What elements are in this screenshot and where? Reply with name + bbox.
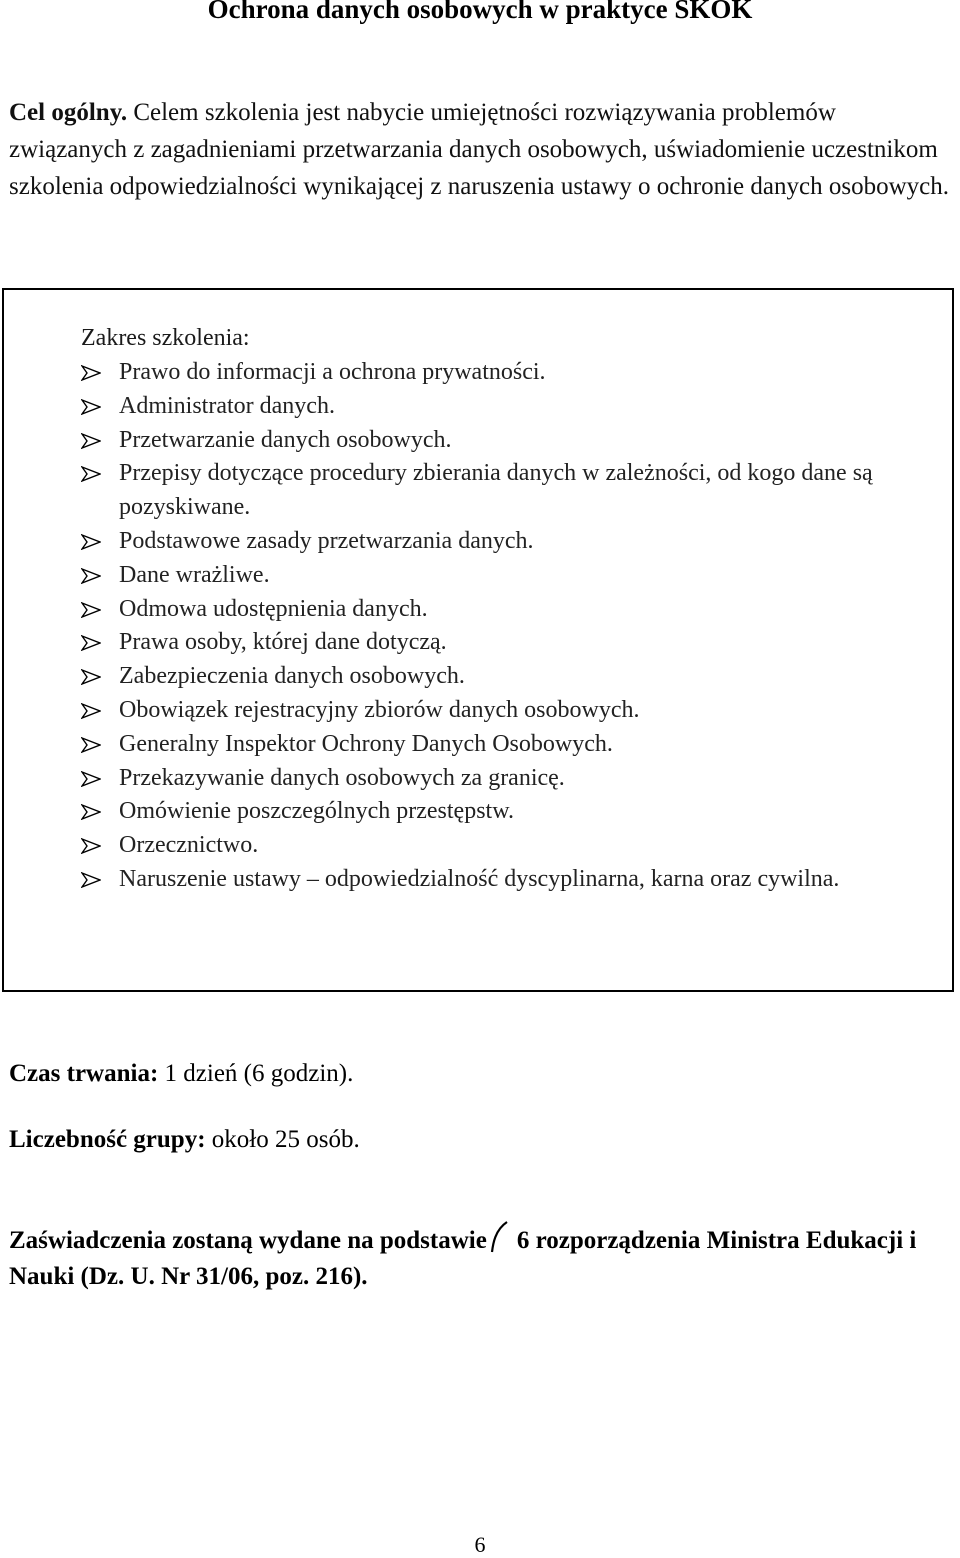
scope-item-text: Orzecznictwo. [119, 832, 259, 859]
scope-list-item [81, 356, 931, 390]
scope-list-item [81, 457, 931, 525]
scope-item-text: Obowiązek rejestracyjny zbiorów danych osobowych. [119, 696, 640, 723]
scope-item-text: Generalny Inspektor Ochrony Danych Osobowych. [119, 730, 613, 757]
scope-list-item [81, 525, 931, 559]
scope-list [81, 356, 931, 897]
scope-item-text: Odmowa udostępnienia danych. [119, 595, 428, 622]
scope-item-text: Prawa osoby, której dane dotyczą. [119, 629, 447, 656]
scope-item-text: Przekazywanie danych osobowych za granicę. [119, 764, 565, 791]
scope-list-item [81, 829, 931, 863]
arrowhead-bullet-icon [81, 534, 101, 550]
group-size-value: około 25 osób. [211, 1126, 360, 1153]
scope-item-text: Podstawowe zasady przetwarzania danych. [119, 527, 534, 554]
arrowhead-bullet-icon [81, 365, 101, 381]
group-size-line [9, 1124, 360, 1156]
scope-item-text: Przetwarzanie danych osobowych. [119, 426, 452, 453]
scope-item-text: Administrator danych. [119, 392, 335, 419]
goal-paragraph [9, 94, 954, 205]
certificate-note [9, 1220, 949, 1295]
scope-list-item [81, 593, 931, 627]
arrowhead-bullet-icon [81, 737, 101, 753]
arrowhead-bullet-icon [81, 669, 101, 685]
scope-item-text: Omówienie poszczególnych przestępstw. [119, 798, 514, 825]
arrowhead-bullet-icon [81, 568, 101, 584]
arrowhead-bullet-icon [81, 872, 101, 888]
scope-list-item [81, 424, 931, 458]
scope-item-text: Zabezpieczenia danych osobowych. [119, 663, 465, 690]
scope-title: Zakres szkolenia: [81, 325, 250, 351]
arrowhead-bullet-icon [81, 602, 101, 618]
arrowhead-bullet-icon [81, 804, 101, 820]
page-number: 6 [474, 1532, 486, 1557]
scope-list-item [81, 390, 931, 424]
section-sign-icon [489, 1220, 511, 1254]
group-size-label: Liczebność grupy: [9, 1126, 206, 1153]
arrowhead-bullet-icon [81, 771, 101, 787]
scope-list-item [81, 795, 931, 829]
scope-item-text: Przepisy dotyczące procedury zbierania danych w zależności, od kogo dane są pozyskiwane. [119, 460, 873, 521]
certificate-text-before: Zaświadczenia zostaną wydane na podstawie [9, 1227, 487, 1254]
goal-label: Cel ogólny. [9, 99, 128, 126]
certificate-text-after: 6 rozporządzenia Ministra Edukacji i Nauki (Dz. U. Nr 31/06, poz. 216). [9, 1227, 917, 1290]
arrowhead-bullet-icon [81, 399, 101, 415]
scope-item-text: Prawo do informacji a ochrona prywatności. [119, 359, 546, 385]
scope-list-item [81, 559, 931, 593]
goal-text: Celem szkolenia jest nabycie umiejętności rozwiązywania problemów związanych z zagadnieniami przetwarzania danych osobowych, uświadomienie uczestnikom szkolenia odpowiedzialności wynikającej z naruszenia ustawy o ochronie danych osobowych. [9, 99, 949, 200]
scope-list-item [81, 728, 931, 762]
document-title: Ochrona danych osobowych w praktyce SKOK [207, 0, 753, 24]
arrowhead-bullet-icon [81, 466, 101, 482]
duration-value: 1 dzień (6 godzin). [164, 1060, 354, 1087]
arrowhead-bullet-icon [81, 838, 101, 854]
arrowhead-bullet-icon [81, 703, 101, 719]
scope-list-item [81, 694, 931, 728]
arrowhead-bullet-icon [81, 433, 101, 449]
scope-list-item [81, 863, 931, 897]
scope-item-text: Naruszenie ustawy – odpowiedzialność dyscyplinarna, karna oraz cywilna. [119, 865, 840, 892]
arrowhead-bullet-icon [81, 635, 101, 651]
scope-list-item [81, 762, 931, 796]
scope-item-text: Dane wrażliwe. [119, 561, 270, 588]
duration-line [9, 1058, 353, 1090]
scope-list-item [81, 626, 931, 660]
duration-label: Czas trwania: [9, 1060, 159, 1087]
scope-list-item [81, 660, 931, 694]
